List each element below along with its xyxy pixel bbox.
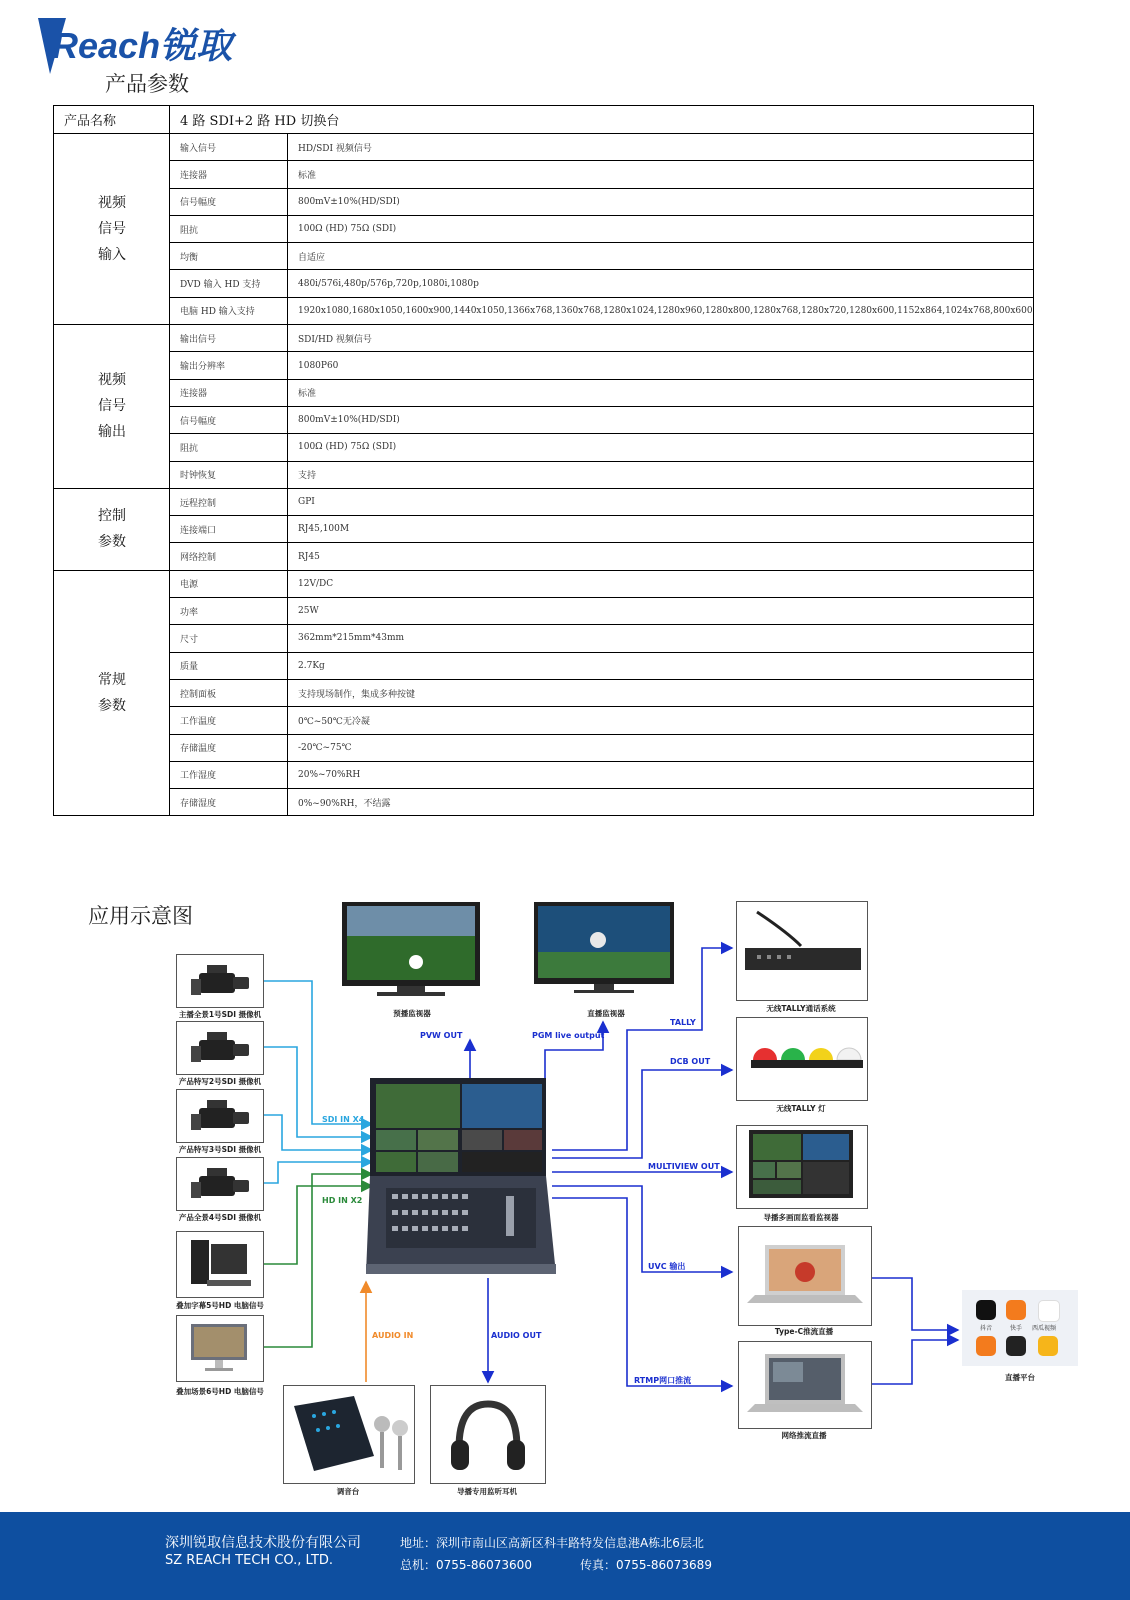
live-monitor-icon: [534, 902, 676, 994]
spec-param-name: 工作湿度: [170, 761, 288, 788]
spec-param-name: 连接端口: [170, 516, 288, 543]
spec-param-name: 输入信号: [170, 134, 288, 161]
multiview-node: [736, 1125, 868, 1209]
camera-node-2: [176, 1021, 264, 1075]
laptop-icon: [739, 1227, 871, 1325]
logo-text: Reach锐取: [52, 25, 233, 66]
product-name-label: 产品名称: [54, 106, 170, 134]
spec-param-value: 支持现场制作，集成多种按键: [288, 679, 1034, 706]
company-address: 地址：深圳市南山区高新区科丰路特发信息港A栋北6层北: [400, 1536, 704, 1550]
live-app-icon-2: [1006, 1336, 1026, 1356]
diagram-title: 应用示意图: [88, 904, 193, 928]
spec-param-name: 时钟恢复: [170, 461, 288, 488]
spec-param-name: 信号幅度: [170, 188, 288, 215]
company-fax: 传真：0755-86073689: [580, 1558, 712, 1572]
spec-group-label-line: 视频: [98, 372, 126, 389]
spec-param-value: RJ45: [288, 543, 1034, 570]
flow-audio-in: AUDIO IN: [372, 1331, 414, 1340]
spec-group-label-line: 信号: [98, 398, 126, 415]
spec-group-label-line: 参数: [98, 534, 126, 551]
computer-icon: [177, 1232, 263, 1297]
laptop-network-icon: [739, 1342, 871, 1428]
spec-param-value: 20%~70%RH: [288, 761, 1034, 788]
computer-label-6: 叠加场景6号HD 电脑信号: [176, 1387, 264, 1396]
spec-param-name: 阻抗: [170, 215, 288, 242]
preview-monitor-label: 预播监视器: [393, 1009, 431, 1018]
spec-param-name: 存储温度: [170, 734, 288, 761]
spec-param-name: 信号幅度: [170, 406, 288, 433]
network-label: 网络推流直播: [781, 1431, 827, 1440]
spec-param-value: 12V/DC: [288, 570, 1034, 597]
spec-param-value: SDI/HD 视频信号: [288, 325, 1034, 352]
camera-node-1: [176, 954, 264, 1008]
xigua-icon: [1038, 1300, 1060, 1322]
video-camera-icon: [177, 1022, 263, 1074]
spec-group-label-line: 控制: [98, 508, 126, 525]
product-name-value: 4 路 SDI+2 路 HD 切换台: [170, 106, 1034, 134]
spec-param-name: 尺寸: [170, 625, 288, 652]
spec-param-value: 0%~90%RH，不结露: [288, 789, 1034, 816]
spec-param-value: 362mm*215mm*43mm: [288, 625, 1034, 652]
spec-param-name: 输出分辨率: [170, 352, 288, 379]
spec-param-value: 1920x1080,1680x1050,1600x900,1440x1050,1366x768,1360x768,1280x1024,1280x960,1280x800,1280x768,1280x720,1280x600,1152x864,1024x768,800x600: [288, 297, 1034, 324]
flow-pvw-out: PVW OUT: [420, 1031, 463, 1040]
spec-group-label-line: 输出: [98, 424, 126, 441]
tally-lights-icon: [737, 1018, 867, 1100]
video-camera-icon: [177, 1158, 263, 1210]
spec-group-label-line: 输入: [98, 247, 126, 264]
spec-param-value: 100Ω (HD) 75Ω (SDI): [288, 215, 1034, 242]
tally-light-label: 无线TALLY 灯: [776, 1104, 826, 1113]
spec-param-value: 自适应: [288, 243, 1034, 270]
spec-param-value: 800mV±10%(HD/SDI): [288, 188, 1034, 215]
spec-group-label-line: 常规: [98, 672, 126, 689]
kuaishou-icon: [1006, 1300, 1026, 1320]
flow-dcb-out: DCB OUT: [670, 1057, 711, 1066]
spec-param-value: 25W: [288, 598, 1034, 625]
spec-param-name: 存储湿度: [170, 789, 288, 816]
company-phone: 总机：0755-86073600: [400, 1558, 532, 1572]
live-app-icon-3: [1038, 1336, 1058, 1356]
spec-param-value: 标准: [288, 379, 1034, 406]
spec-param-name: 阻抗: [170, 434, 288, 461]
tally-system-label: 无线TALLY通话系统: [766, 1004, 836, 1013]
computer-node-6: [176, 1315, 264, 1382]
mixer-label: 调音台: [336, 1487, 360, 1496]
spec-param-name: 电源: [170, 570, 288, 597]
camera-label-3: 产品特写3号SDI 摄像机: [178, 1145, 262, 1154]
spec-group-label-line: 信号: [98, 221, 126, 238]
multiview-label: 导播多画面监看监视器: [763, 1213, 839, 1222]
spec-param-value: RJ45,100M: [288, 516, 1034, 543]
spec-param-value: HD/SDI 视频信号: [288, 134, 1034, 161]
spec-param-name: 电脑 HD 输入支持: [170, 297, 288, 324]
spec-param-name: 质量: [170, 652, 288, 679]
spec-param-name: 连接器: [170, 161, 288, 188]
tally-system-node: [736, 901, 868, 1001]
spec-param-value: 支持: [288, 461, 1034, 488]
flow-multiview-out: MULTIVIEW OUT: [648, 1162, 720, 1171]
spec-param-value: 800mV±10%(HD/SDI): [288, 406, 1034, 433]
spec-param-value: 标准: [288, 161, 1034, 188]
spec-param-name: DVD 输入 HD 支持: [170, 270, 288, 297]
spec-param-name: 输出信号: [170, 325, 288, 352]
switcher-device-icon: [366, 1078, 556, 1278]
tally-system-icon: [737, 902, 867, 1000]
spec-param-name: 连接器: [170, 379, 288, 406]
spec-param-name: 工作温度: [170, 707, 288, 734]
spec-param-name: 均衡: [170, 243, 288, 270]
flow-audio-out: AUDIO OUT: [491, 1331, 542, 1340]
flow-pgm-out: PGM live output: [532, 1031, 605, 1040]
camera-label-1: 主播全景1号SDI 摄像机: [178, 1010, 262, 1019]
spec-param-name: 远程控制: [170, 488, 288, 515]
multiview-monitor-icon: [737, 1126, 867, 1208]
computer-node-5: [176, 1231, 264, 1298]
spec-group-label-line: 视频: [98, 195, 126, 212]
camera-node-4: [176, 1157, 264, 1211]
typec-label: Type-C推流直播: [774, 1327, 834, 1336]
spec-param-value: 1080P60: [288, 352, 1034, 379]
spec-param-name: 网络控制: [170, 543, 288, 570]
platform-label: 直播平台: [1005, 1373, 1035, 1382]
spec-param-value: 100Ω (HD) 75Ω (SDI): [288, 434, 1034, 461]
app-name-douyin: 抖音: [980, 1325, 993, 1332]
monitor-icon: [177, 1316, 263, 1381]
spec-param-value: 480i/576i,480p/576p,720p,1080i,1080p: [288, 270, 1034, 297]
company-name-en: SZ REACH TECH CO., LTD.: [165, 1553, 334, 1568]
flow-rtmp: RTMP网口推流: [634, 1376, 692, 1385]
app-name-kuaishou: 快手: [1010, 1325, 1023, 1332]
company-name-cn: 深圳锐取信息技术股份有限公司: [165, 1535, 361, 1551]
preview-monitor-icon: [342, 902, 482, 998]
spec-param-name: 控制面板: [170, 679, 288, 706]
platform-panel: [962, 1290, 1078, 1366]
douyin-icon: [976, 1300, 996, 1320]
spec-param-value: -20℃~75℃: [288, 734, 1034, 761]
typec-node: [738, 1226, 872, 1326]
headphones-node: [430, 1385, 546, 1484]
live-monitor-label: 直播监视器: [587, 1009, 625, 1018]
flow-tally: TALLY: [670, 1018, 696, 1027]
tally-light-node: [736, 1017, 868, 1101]
spec-param-name: 功率: [170, 598, 288, 625]
camera-node-3: [176, 1089, 264, 1143]
flow-uvc-out: UVC 输出: [648, 1262, 686, 1271]
audio-mixer-icon: [284, 1386, 414, 1483]
spec-param-value: 2.7Kg: [288, 652, 1034, 679]
footer: [0, 1512, 1130, 1600]
page-title: 产品参数: [105, 72, 189, 96]
spec-param-value: 0℃~50℃无冷凝: [288, 707, 1034, 734]
video-camera-icon: [177, 955, 263, 1007]
spec-param-value: GPI: [288, 488, 1034, 515]
camera-label-4: 产品全景4号SDI 摄像机: [178, 1213, 262, 1222]
headphones-icon: [431, 1386, 545, 1483]
app-name-xigua: 西瓜视频: [1032, 1325, 1057, 1332]
camera-label-2: 产品特写2号SDI 摄像机: [178, 1077, 262, 1086]
spec-group-label-line: 参数: [98, 698, 126, 715]
mixer-node: [283, 1385, 415, 1484]
network-node: [738, 1341, 872, 1429]
live-app-icon: [976, 1336, 996, 1356]
video-camera-icon: [177, 1090, 263, 1142]
headphones-label: 导播专用监听耳机: [457, 1487, 517, 1496]
flow-sdi-in: SDI IN X4: [322, 1115, 365, 1124]
flow-hd-in: HD IN X2: [322, 1196, 363, 1205]
computer-label-5: 叠加字幕5号HD 电脑信号: [176, 1301, 264, 1310]
